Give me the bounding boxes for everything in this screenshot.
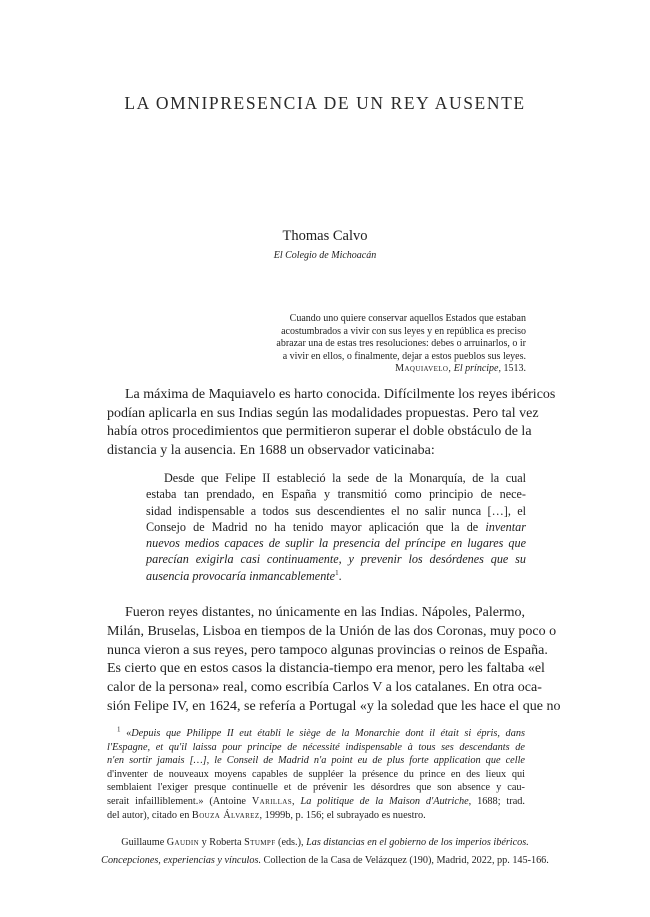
footnote-text: serait infailliblement.» (Antoine [107,795,252,807]
epigraph-line: a vivir en ellos, o finalmente, dejar a estos pueblos sus leyes. [282,350,526,362]
footnote-reference[interactable]: 1 [335,568,339,577]
paragraph-line: había otros procedimientos que permitieron superar el doble obstáculo de la [107,424,532,440]
epigraph-line: Cuando uno quiere conservar aquellos Estados que estaban [289,313,526,324]
quote-line: estaba tan prendado, en España y transmitió como principio de nece- [146,487,526,502]
quote-emphasis-line: nuevos medios capaces de suplir la presencia del príncipe en lugares que [146,536,526,551]
block-quote [146,470,526,584]
paragraph-line: La máxima de Maquiavelo es harto conocida. Difícilmente los reyes ibéricos [125,387,556,402]
chapter-title: LA OMNIPRESENCIA DE UN REY AUSENTE [124,93,526,113]
footnote-line: l'Espagne, et qu'il laissa pour principe de nécessité indispensable à tous ses descendants de [107,741,525,753]
footnote [107,727,525,822]
citation-book-title: Las distancias en el gobierno de los imperios ibéricos. [306,837,529,848]
footnote-line: semblaient l'exiger presque continuelle et de prévenir les désordres que son absence y cau- [107,782,525,794]
citation-editor: Gaudin [166,837,200,848]
quote-emphasis-line: parecían exigirla casi continuamente, y prevenir los desórdenes que su [146,552,526,567]
body-paragraph-1 [107,386,556,460]
page-citation [0,834,650,870]
citation-text: Guillaume [121,837,167,848]
epigraph-line: acostumbrados a vivir con sus leyes y en república es preciso [281,325,526,337]
quote-emphasis: inventar [485,519,526,534]
footnote-text: , 1688; trad. [468,795,525,807]
footnote-line [107,809,525,823]
citation-line [0,834,650,852]
quote-line: sidad indispensable a todos sus descendientes el no salir nunca […], el [146,503,526,518]
paragraph-line: Milán, Bruselas, Lisboa en tiempos de la Unión de las dos Coronas, muy poco o [107,623,557,639]
footnote-author: Varillas [251,795,293,807]
citation-text: y Roberta [199,837,245,848]
epigraph-source-author: Maquiavelo, [395,363,452,374]
footnote-work: La politique de la Maison d'Autriche [300,795,469,807]
epigraph-source-year: 1513. [503,363,526,374]
author-affiliation: El Colegio de Michoacán [273,250,377,261]
footnote-text: del autor), citado en [107,809,192,821]
paragraph-line: calor de la persona» real, como escribía Carlos V a los catalanes. En otra oca- [107,680,542,696]
epigraph-source [395,363,526,374]
citation-text: (eds.), [275,837,307,848]
body-paragraph-2 [107,604,561,717]
footnote-text: , [292,795,301,807]
footnote-quote-open: « [126,728,132,739]
quote-line [146,519,526,535]
paragraph-line: sión Felipe IV, en 1624, se refería a Portugal «y la soledad que les hace el que no [107,698,561,714]
quote-line [146,568,526,584]
paragraph-line: podían aplicarla en sus Indias según las modalidades propuestas. Pero tal vez [107,405,539,421]
footnote-line [107,795,525,809]
footnote-number: 1 [117,725,121,734]
citation-editor: Stumpf [244,837,276,848]
epigraph-source-work: El príncipe, [453,363,501,374]
quote-emphasis: ausencia provocaría inmancablemente [146,568,336,583]
citation-book-subtitle: Concepciones, experiencias y vínculos. [101,855,261,866]
quote-line: Desde que Felipe II estableció la sede de la Monarquía, de la cual [164,471,526,485]
quote-text: Consejo de Madrid no ha tenido mayor aplicación que la de [146,519,486,534]
paragraph-line: distancia y la ausencia. En 1688 un observador vaticinaba: [107,442,435,458]
author-name: Thomas Calvo [282,228,368,244]
footnote-line: n'en sortir jamais […], le Conseil de Madrid n'a point eu de plus forte application que celle [107,755,525,767]
citation-line [0,852,650,870]
footnote-line: d'inventer de nouveaux moyens capables de suppléer la présence du prince en des lieux qui [107,768,525,780]
paragraph-line: Fueron reyes distantes, no únicamente en las Indias. Nápoles, Palermo, [125,605,525,620]
citation-text: Collection de la Casa de Velázquez (190), Madrid, 2022, pp. 145-166. [261,855,549,866]
paragraph-line: Es cierto que en estos casos la distancia-tiempo era menor, pero les faltaba «el [107,661,545,677]
footnote-author: Bouza Álvarez [191,809,260,821]
footnote-line [107,727,525,741]
footnote-italic: Depuis que Philippe II eut établi le siège de la Monarchie dont il était si épris, dans [131,728,526,739]
paragraph-line: nunca vieron a sus reyes, pero tampoco algunas provincias o reinos de España. [107,642,548,658]
epigraph-line: abrazar una de estas tres resoluciones: debes o arruinarlos, o ir [276,338,526,350]
footnote-text: , 1999b, p. 156; el subrayado es nuestro. [259,809,426,821]
quote-text: . [338,568,342,583]
epigraph [226,313,526,363]
